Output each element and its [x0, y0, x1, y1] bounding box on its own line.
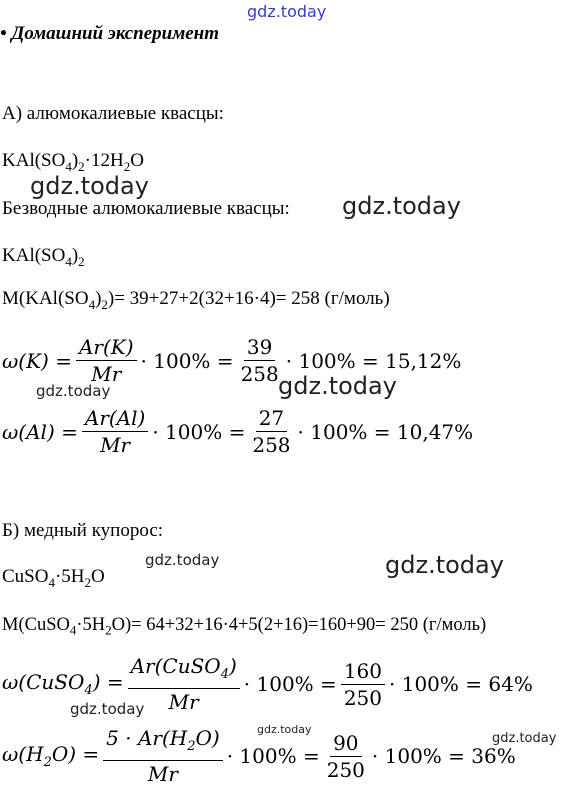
molar-mass-vitriol: $M(CuSO_4\cdot 5H_2O)= 64+32+16\cdot 4+5(2+16)=160+90= 250$ (г/моль): [2, 615, 487, 638]
omega-cuso4-equation: ω(CuSO$_4$) = $\frac{Ar(CuSO_4)}{Mr}$ · 100% = $\frac{160}{250}$ · 100% = 64%: [2, 654, 533, 714]
watermark: gdz.today: [145, 551, 220, 569]
omega-al-equation: ω(Al) = $\frac{Ar(Al)}{Mr}$ · 100% = $\frac{27}{258}$ · 100% = 10,47%: [2, 406, 474, 457]
watermark: gdz.today: [70, 700, 145, 718]
omega-h2o-equation: $\omega(H_2O)$ = $\frac{5 \cdot Ar(H_2O)}{Mr}$ · 100% = $\frac{90}{250}$ · 100% = 36%: [2, 726, 516, 786]
watermark: gdz.today: [492, 731, 557, 746]
section-b-title: Б) медный купорос:: [2, 520, 164, 541]
anhydrous-formula: $KAl(SO_4)_2$: [2, 245, 85, 269]
watermark: gdz.today: [278, 372, 397, 400]
molar-mass-alum: $M(KAl(SO_4)_2)= 39+27+2(32+16\cdot 4)= 258$ (г/моль): [2, 288, 390, 312]
watermark: gdz.today: [30, 172, 149, 200]
anhydrous-label: Безводные алюмокалиевые квасцы:: [2, 198, 290, 219]
watermark: gdz.today: [342, 192, 461, 220]
watermark: gdz.today: [385, 551, 504, 579]
watermark: gdz.today: [36, 382, 111, 400]
page-heading: • Домашний эксперимент: [0, 23, 220, 44]
omega-k-equation: ω(K) = $\frac{Ar(K)}{Mr}$ · 100% = $\frac{39}{258}$ · 100% = 15,12%: [2, 335, 462, 386]
alum-formula: $KAl(SO_4)_2\cdot 12H_2O$: [2, 150, 144, 174]
watermark: gdz.today: [257, 723, 312, 736]
watermark: gdz.today: [247, 2, 327, 21]
vitriol-formula: $CuSO_4\cdot 5H_2O$: [2, 566, 105, 590]
section-a-title: А) алюмокалиевые квасцы:: [2, 103, 224, 124]
